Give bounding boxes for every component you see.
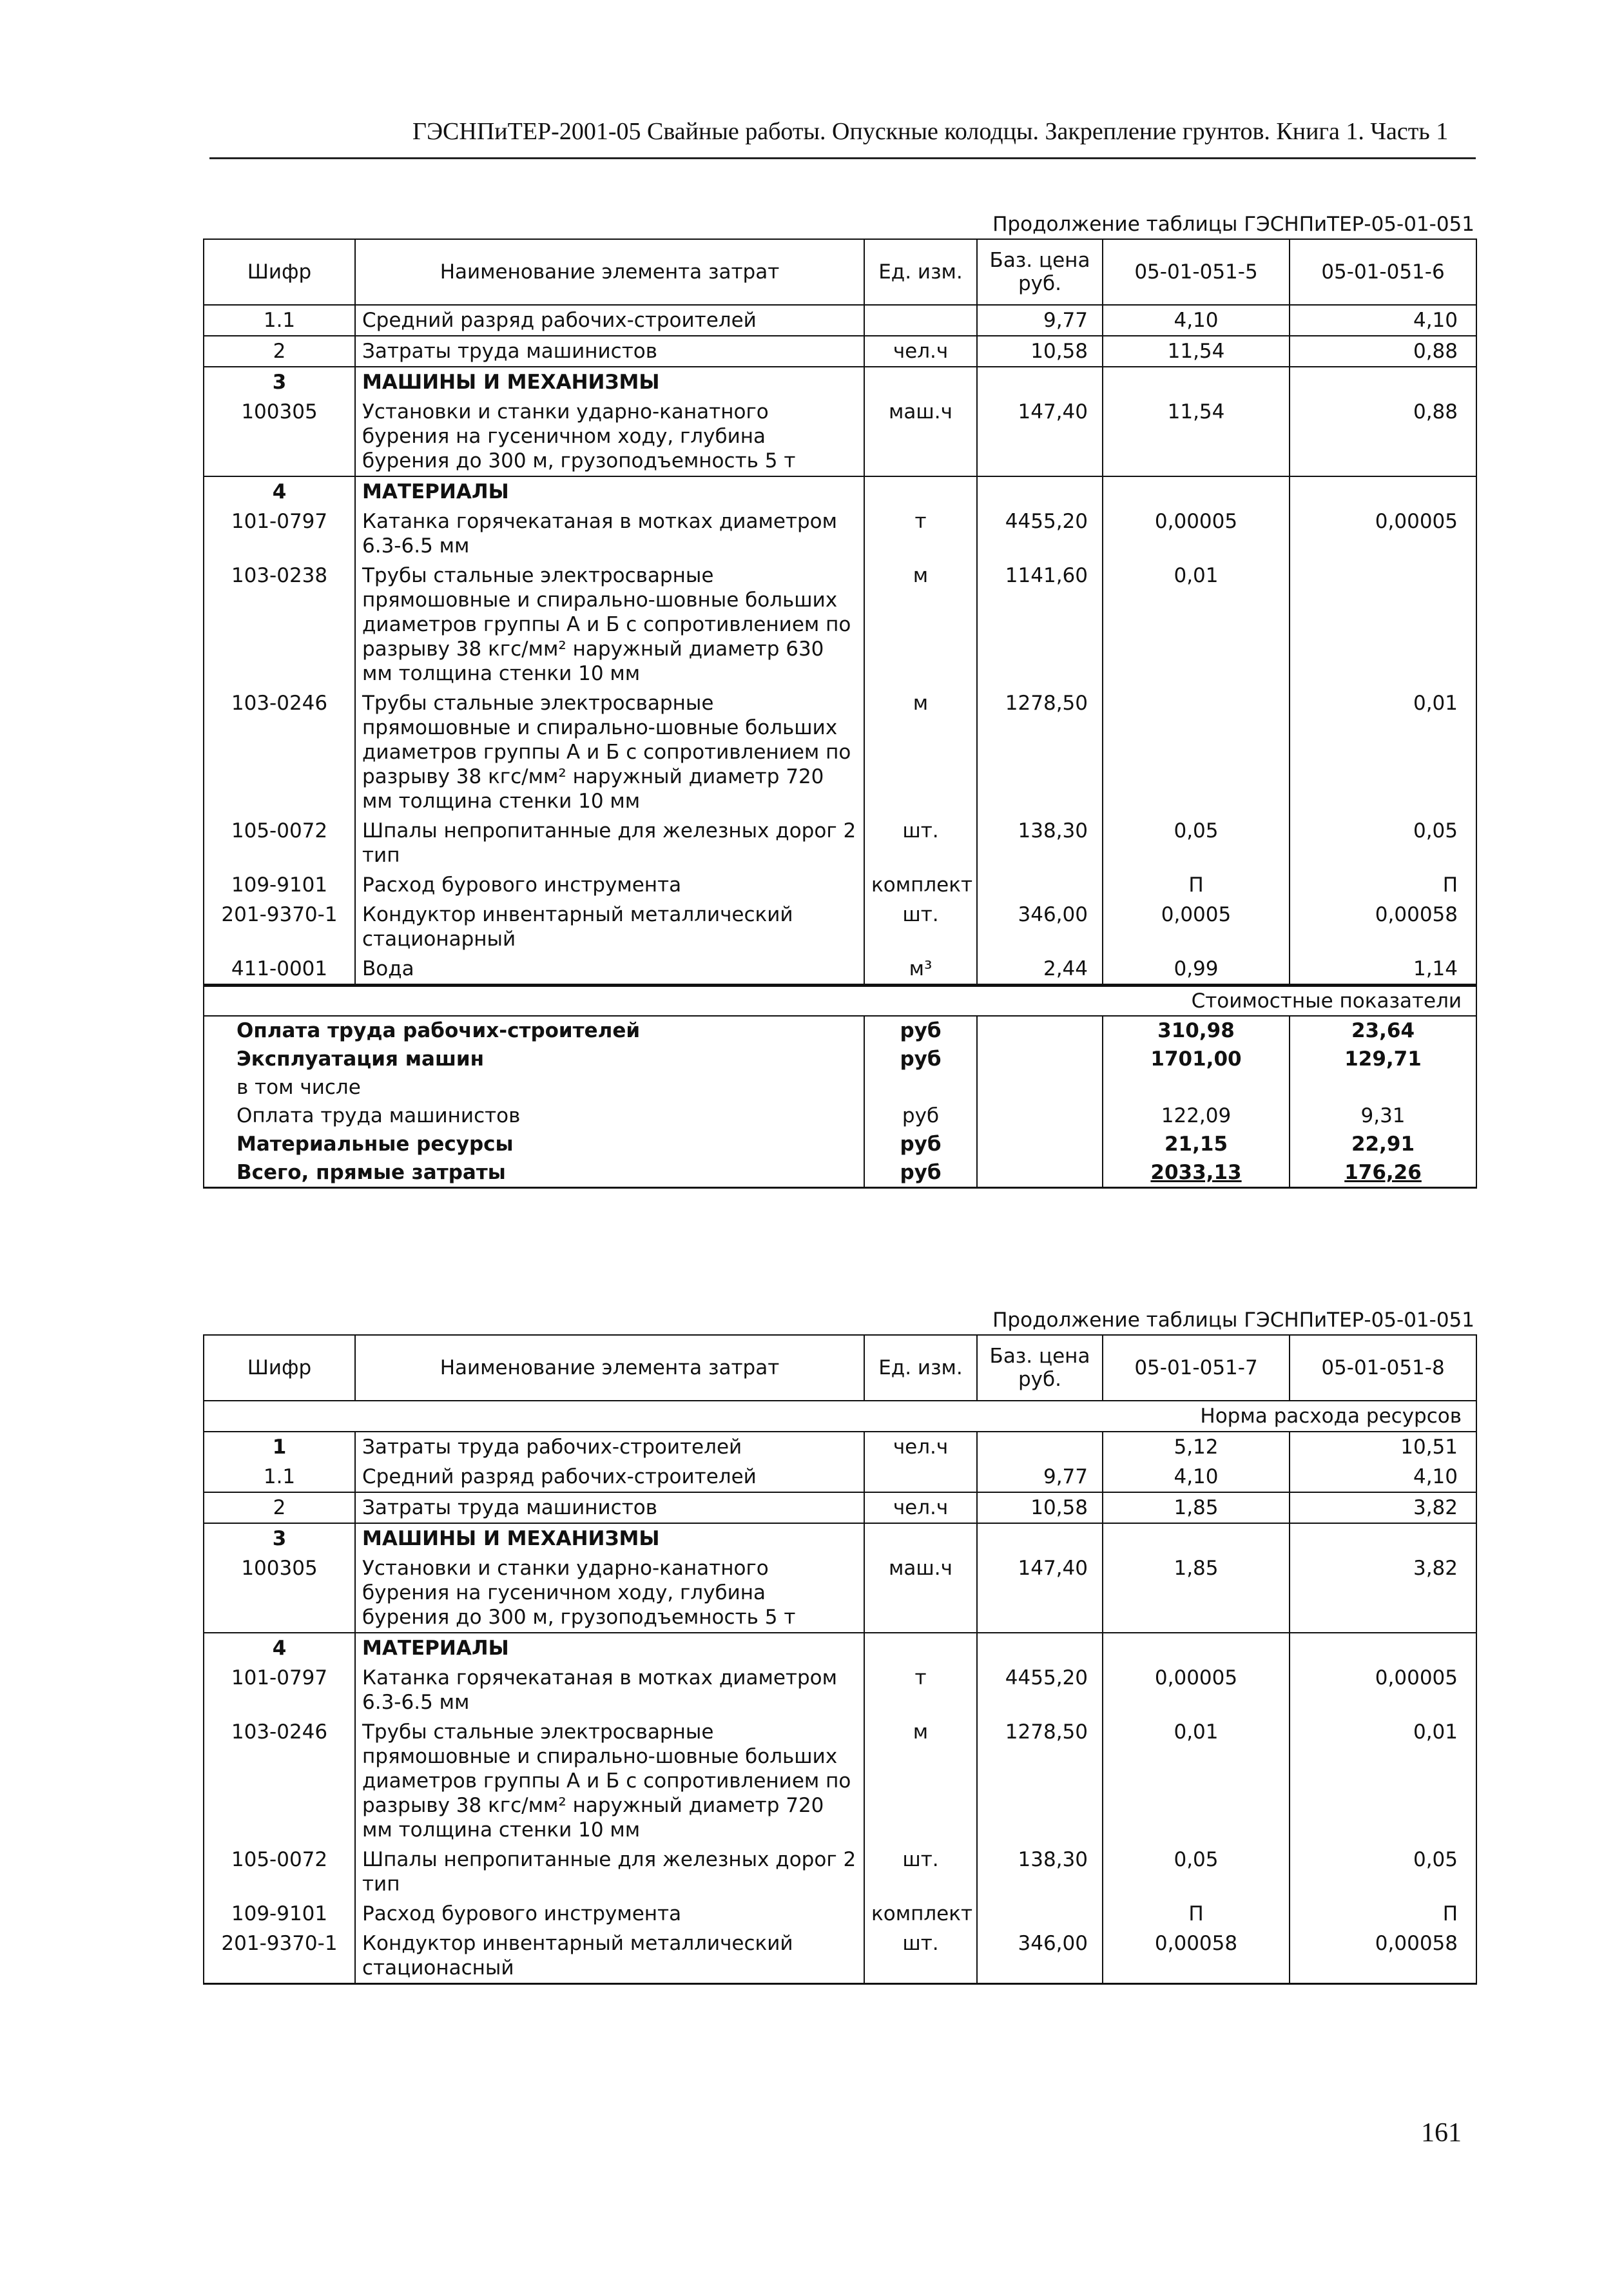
cell-code: 4 — [204, 476, 355, 507]
cell-unit: чел.ч — [864, 1432, 977, 1462]
cell-name: Шпалы непропитанные для железных дорог 2 тип — [355, 1845, 864, 1899]
table-row — [204, 688, 1476, 816]
table-row — [204, 305, 1476, 336]
cell-value-b: 1,14 — [1290, 954, 1476, 985]
summary-value-a: 122,09 — [1103, 1102, 1290, 1130]
page-number: 161 — [1421, 2118, 1462, 2148]
cell-value-a: П — [1103, 870, 1290, 900]
cell-unit — [864, 1633, 977, 1663]
cell-value-b — [1290, 1523, 1476, 1553]
table-row — [204, 954, 1476, 985]
summary-price-empty — [977, 1016, 1103, 1045]
cell-unit: чел.ч — [864, 1492, 977, 1523]
table-1-caption: Продолжение таблицы ГЭСНПиТЕР-05-01-051 — [992, 213, 1474, 236]
cell-value-b: 0,00005 — [1290, 1663, 1476, 1717]
cell-value-a — [1103, 688, 1290, 816]
cell-value-a — [1103, 367, 1290, 397]
cell-name: Средний разряд рабочих-строителей — [355, 1462, 864, 1492]
cell-price: 1278,50 — [977, 688, 1103, 816]
cell-code: 3 — [204, 367, 355, 397]
summary-unit: руб — [864, 1102, 977, 1130]
cell-name: Установки и станки ударно-канатного бурения на гусеничном ходу, глубина бурения до 300 м, грузоподъемность 5 т — [355, 1553, 864, 1633]
cell-unit: м — [864, 561, 977, 688]
cell-value-b: 0,00058 — [1290, 1929, 1476, 1984]
cell-price — [977, 367, 1103, 397]
cell-code: 105-0072 — [204, 1845, 355, 1899]
summary-value-b — [1290, 1073, 1476, 1102]
summary-unit: руб — [864, 1130, 977, 1158]
table-1-body — [204, 305, 1476, 985]
table-row — [204, 1523, 1476, 1553]
summary-label: Эксплуатация машин — [204, 1045, 864, 1073]
cell-value-b: 3,82 — [1290, 1492, 1476, 1523]
cell-price: 1278,50 — [977, 1717, 1103, 1845]
cell-price: 1141,60 — [977, 561, 1103, 688]
cell-name: Затраты труда машинистов — [355, 336, 864, 367]
table-row — [204, 1462, 1476, 1492]
table-1-summary-body — [204, 1016, 1476, 1188]
cell-code: 103-0238 — [204, 561, 355, 688]
cell-value-b: П — [1290, 1899, 1476, 1929]
cell-unit: м³ — [864, 954, 977, 985]
col-header-name: Наименование элемента затрат — [355, 239, 864, 305]
table-2-caption: Продолжение таблицы ГЭСНПиТЕР-05-01-051 — [992, 1309, 1474, 1332]
table-row — [204, 336, 1476, 367]
table-row — [204, 1633, 1476, 1663]
cell-value-b — [1290, 1633, 1476, 1663]
cell-code: 101-0797 — [204, 507, 355, 561]
cell-name: МАШИНЫ И МЕХАНИЗМЫ — [355, 1523, 864, 1553]
norm-subheader: Норма расхода ресурсов — [204, 1401, 1476, 1432]
cell-code: 2 — [204, 336, 355, 367]
summary-value-a: 310,98 — [1103, 1016, 1290, 1045]
table-1-grid — [203, 239, 1477, 986]
cell-value-a: 11,54 — [1103, 397, 1290, 476]
cell-code: 100305 — [204, 397, 355, 476]
table-row — [204, 397, 1476, 476]
cell-name: Затраты труда машинистов — [355, 1492, 864, 1523]
cell-value-a: 1,85 — [1103, 1492, 1290, 1523]
cell-price: 4455,20 — [977, 507, 1103, 561]
cell-price — [977, 870, 1103, 900]
cell-value-b: 0,00005 — [1290, 507, 1476, 561]
summary-header: Стоимостные показатели — [204, 986, 1476, 1016]
cell-value-a: 0,0005 — [1103, 900, 1290, 954]
summary-price-empty — [977, 1073, 1103, 1102]
col-header-a: 05-01-051-5 — [1103, 239, 1290, 305]
table-row — [204, 561, 1476, 688]
table-2-grid — [203, 1334, 1477, 1985]
cell-value-a: 0,05 — [1103, 816, 1290, 870]
summary-value-a: 2033,13 — [1103, 1158, 1290, 1188]
cell-code: 201-9370-1 — [204, 1929, 355, 1984]
cell-value-b: 0,05 — [1290, 816, 1476, 870]
cell-unit: комплект — [864, 1899, 977, 1929]
cell-unit: шт. — [864, 900, 977, 954]
cell-name: МАТЕРИАЛЫ — [355, 476, 864, 507]
summary-label: в том числе — [204, 1073, 864, 1102]
cell-name: Трубы стальные электросварные прямошовные и спирально-шовные больших диаметров группы А и Б с сопротивлением по разрыву 38 кгс/мм² наружный диаметр 630 мм толщина стенки 10 мм — [355, 561, 864, 688]
cell-name: Затраты труда рабочих-строителей — [355, 1432, 864, 1462]
cell-value-a — [1103, 1523, 1290, 1553]
summary-value-b: 22,91 — [1290, 1130, 1476, 1158]
table-row — [204, 1492, 1476, 1523]
summary-price-empty — [977, 1102, 1103, 1130]
cell-value-b: 0,01 — [1290, 1717, 1476, 1845]
summary-unit: руб — [864, 1045, 977, 1073]
cell-price: 138,30 — [977, 816, 1103, 870]
cell-code: 1.1 — [204, 305, 355, 336]
summary-value-a: 21,15 — [1103, 1130, 1290, 1158]
table-row — [204, 1663, 1476, 1717]
table-row — [204, 507, 1476, 561]
cell-code: 201-9370-1 — [204, 900, 355, 954]
summary-price-empty — [977, 1158, 1103, 1188]
cell-unit: чел.ч — [864, 336, 977, 367]
summary-value-b: 9,31 — [1290, 1102, 1476, 1130]
col-header-name: Наименование элемента затрат — [355, 1335, 864, 1401]
summary-row — [204, 1045, 1476, 1073]
col-header-unit: Ед. изм. — [864, 1335, 977, 1401]
cell-name: Установки и станки ударно-канатного бурения на гусеничном ходу, глубина бурения до 300 м, грузоподъемность 5 т — [355, 397, 864, 476]
cell-code: 3 — [204, 1523, 355, 1553]
cell-name: Средний разряд рабочих-строителей — [355, 305, 864, 336]
cell-code: 2 — [204, 1492, 355, 1523]
cell-unit — [864, 367, 977, 397]
table-1-summary — [203, 986, 1477, 1189]
cell-value-a: 1,85 — [1103, 1553, 1290, 1633]
cell-code: 105-0072 — [204, 816, 355, 870]
table-row — [204, 1553, 1476, 1633]
table-row — [204, 1845, 1476, 1899]
header-rule — [209, 157, 1476, 159]
cell-price: 9,77 — [977, 305, 1103, 336]
summary-label: Материальные ресурсы — [204, 1130, 864, 1158]
cell-name: Трубы стальные электросварные прямошовные и спирально-шовные больших диаметров группы А и Б с сопротивлением по разрыву 38 кгс/мм² наружный диаметр 720 мм толщина стенки 10 мм — [355, 1717, 864, 1845]
cell-code: 411-0001 — [204, 954, 355, 985]
cell-unit — [864, 476, 977, 507]
cell-code: 101-0797 — [204, 1663, 355, 1717]
cell-unit: шт. — [864, 1845, 977, 1899]
cell-price: 10,58 — [977, 336, 1103, 367]
table-row — [204, 1899, 1476, 1929]
summary-row — [204, 1016, 1476, 1045]
cell-code: 100305 — [204, 1553, 355, 1633]
table-row — [204, 476, 1476, 507]
cell-price: 346,00 — [977, 900, 1103, 954]
cell-unit: т — [864, 1663, 977, 1717]
cell-unit: шт. — [864, 816, 977, 870]
cell-unit: маш.ч — [864, 1553, 977, 1633]
summary-price-empty — [977, 1130, 1103, 1158]
cell-unit: т — [864, 507, 977, 561]
cell-value-b: 0,01 — [1290, 688, 1476, 816]
table-row — [204, 367, 1476, 397]
cell-code: 103-0246 — [204, 688, 355, 816]
cell-value-b: 0,88 — [1290, 336, 1476, 367]
table-row — [204, 870, 1476, 900]
cell-price — [977, 1432, 1103, 1462]
cell-code: 4 — [204, 1633, 355, 1663]
summary-label: Всего, прямые затраты — [204, 1158, 864, 1188]
summary-value-a: 1701,00 — [1103, 1045, 1290, 1073]
cell-value-a: 0,01 — [1103, 1717, 1290, 1845]
summary-value-b: 129,71 — [1290, 1045, 1476, 1073]
cell-value-a: 4,10 — [1103, 1462, 1290, 1492]
cell-name: Катанка горячекатаная в мотках диаметром 6.3-6.5 мм — [355, 1663, 864, 1717]
cell-value-a: 5,12 — [1103, 1432, 1290, 1462]
summary-label: Оплата труда машинистов — [204, 1102, 864, 1130]
cell-unit — [864, 1523, 977, 1553]
cell-name: Кондуктор инвентарный металлический стационасный — [355, 1929, 864, 1984]
cell-value-a: П — [1103, 1899, 1290, 1929]
cell-value-a: 0,00005 — [1103, 507, 1290, 561]
cell-unit: маш.ч — [864, 397, 977, 476]
summary-value-b: 23,64 — [1290, 1016, 1476, 1045]
col-header-code: Шифр — [204, 239, 355, 305]
table-1 — [203, 213, 1476, 1189]
col-header-a: 05-01-051-7 — [1103, 1335, 1290, 1401]
cell-unit: шт. — [864, 1929, 977, 1984]
cell-price: 10,58 — [977, 1492, 1103, 1523]
cell-price: 4455,20 — [977, 1663, 1103, 1717]
col-header-b: 05-01-051-8 — [1290, 1335, 1476, 1401]
cell-unit — [864, 305, 977, 336]
summary-unit: руб — [864, 1158, 977, 1188]
cell-price — [977, 476, 1103, 507]
cell-value-b: 0,00058 — [1290, 900, 1476, 954]
cell-value-b — [1290, 561, 1476, 688]
summary-row — [204, 1158, 1476, 1188]
cell-value-b: 10,51 — [1290, 1432, 1476, 1462]
cell-value-b: 3,82 — [1290, 1553, 1476, 1633]
cell-unit: м — [864, 688, 977, 816]
cell-price: 9,77 — [977, 1462, 1103, 1492]
cell-value-a: 0,01 — [1103, 561, 1290, 688]
cell-value-a: 0,00005 — [1103, 1663, 1290, 1717]
summary-row — [204, 1130, 1476, 1158]
cell-code: 1.1 — [204, 1462, 355, 1492]
cell-price: 147,40 — [977, 397, 1103, 476]
cell-value-b — [1290, 367, 1476, 397]
cell-value-a: 11,54 — [1103, 336, 1290, 367]
cell-code: 103-0246 — [204, 1717, 355, 1845]
table-row — [204, 1929, 1476, 1984]
summary-label: Оплата труда рабочих-строителей — [204, 1016, 864, 1045]
cell-value-b: 0,88 — [1290, 397, 1476, 476]
cell-name: Катанка горячекатаная в мотках диаметром 6.3-6.5 мм — [355, 507, 864, 561]
cell-value-b: 4,10 — [1290, 1462, 1476, 1492]
cell-price — [977, 1633, 1103, 1663]
cell-name: Расход бурового инструмента — [355, 1899, 864, 1929]
table-row — [204, 1717, 1476, 1845]
cell-price — [977, 1899, 1103, 1929]
cell-price: 147,40 — [977, 1553, 1103, 1633]
cell-value-a: 0,99 — [1103, 954, 1290, 985]
cell-value-a — [1103, 476, 1290, 507]
cell-price: 138,30 — [977, 1845, 1103, 1899]
cell-price — [977, 1523, 1103, 1553]
summary-value-b: 176,26 — [1290, 1158, 1476, 1188]
cell-name: Шпалы непропитанные для железных дорог 2 тип — [355, 816, 864, 870]
summary-unit: руб — [864, 1016, 977, 1045]
cell-value-a: 0,05 — [1103, 1845, 1290, 1899]
cell-name: Расход бурового инструмента — [355, 870, 864, 900]
cell-code: 1 — [204, 1432, 355, 1462]
summary-price-empty — [977, 1045, 1103, 1073]
cell-price: 2,44 — [977, 954, 1103, 985]
col-header-unit: Ед. изм. — [864, 239, 977, 305]
cell-name: Вода — [355, 954, 864, 985]
col-header-price: Баз. цена руб. — [977, 1335, 1103, 1401]
cell-code: 109-9101 — [204, 1899, 355, 1929]
table-row — [204, 1432, 1476, 1462]
col-header-b: 05-01-051-6 — [1290, 239, 1476, 305]
page-header: ГЭСНПиТЕР-2001-05 Свайные работы. Опускные колодцы. Закрепление грунтов. Книга 1. Часть 1 — [412, 118, 1449, 145]
cell-name: Трубы стальные электросварные прямошовные и спирально-шовные больших диаметров группы А и Б с сопротивлением по разрыву 38 кгс/мм² наружный диаметр 720 мм толщина стенки 10 мм — [355, 688, 864, 816]
cell-value-b: П — [1290, 870, 1476, 900]
col-header-price: Баз. цена руб. — [977, 239, 1103, 305]
summary-row — [204, 1102, 1476, 1130]
cell-value-b — [1290, 476, 1476, 507]
cell-name: МАТЕРИАЛЫ — [355, 1633, 864, 1663]
cell-code: 109-9101 — [204, 870, 355, 900]
col-header-code: Шифр — [204, 1335, 355, 1401]
table-2-body — [204, 1432, 1476, 1984]
cell-name: Кондуктор инвентарный металлический стационарный — [355, 900, 864, 954]
summary-row — [204, 1073, 1476, 1102]
cell-unit: комплект — [864, 870, 977, 900]
table-row — [204, 816, 1476, 870]
cell-unit — [864, 1462, 977, 1492]
table-2 — [203, 1309, 1476, 1985]
summary-unit — [864, 1073, 977, 1102]
cell-value-a: 0,00058 — [1103, 1929, 1290, 1984]
cell-price: 346,00 — [977, 1929, 1103, 1984]
cell-unit: м — [864, 1717, 977, 1845]
cell-value-b: 0,05 — [1290, 1845, 1476, 1899]
cell-value-b: 4,10 — [1290, 305, 1476, 336]
cell-name: МАШИНЫ И МЕХАНИЗМЫ — [355, 367, 864, 397]
table-row — [204, 900, 1476, 954]
summary-value-a — [1103, 1073, 1290, 1102]
cell-value-a: 4,10 — [1103, 305, 1290, 336]
cell-value-a — [1103, 1633, 1290, 1663]
